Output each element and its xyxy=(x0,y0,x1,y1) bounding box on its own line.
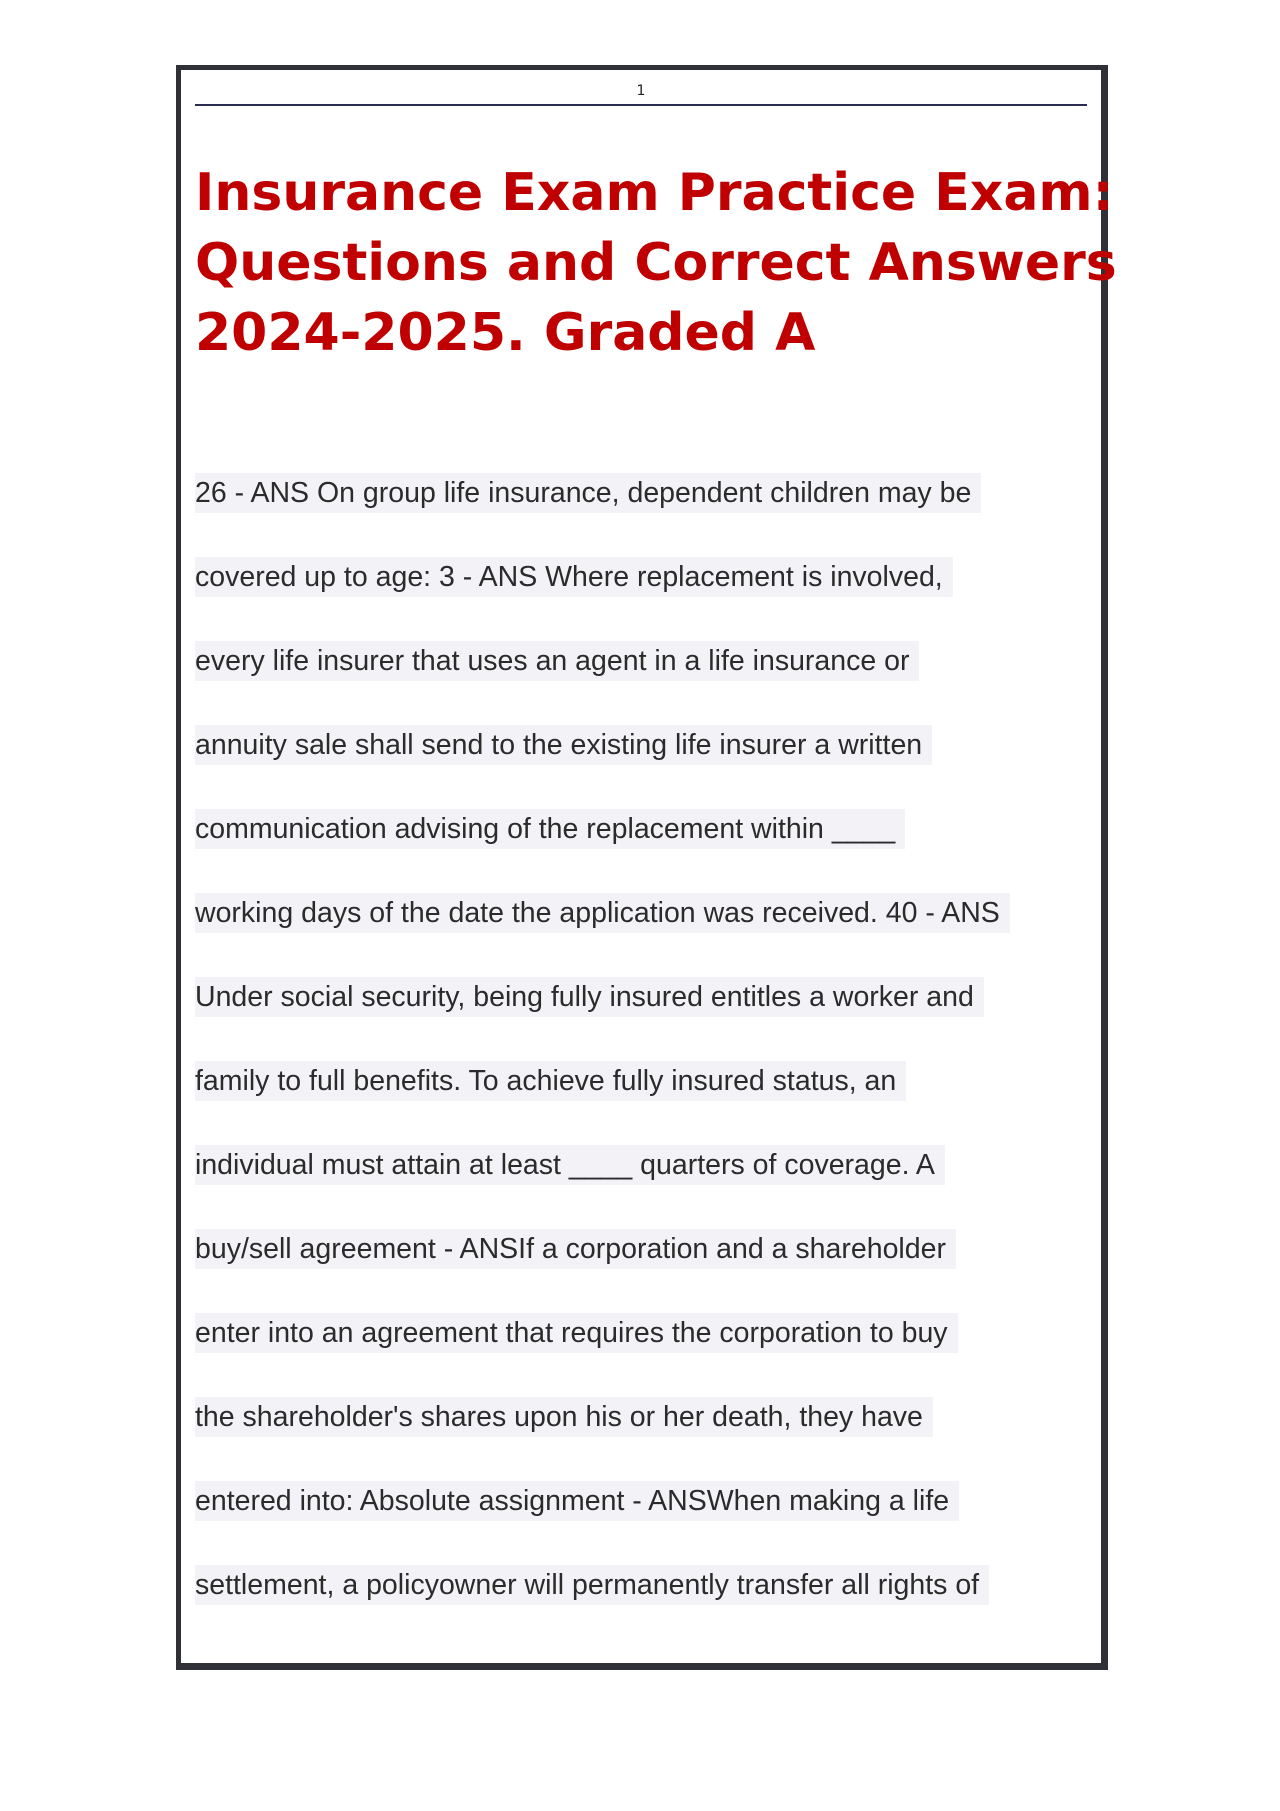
body-line: buy/sell agreement - ANSIf a corporation and a shareholder xyxy=(195,1229,956,1269)
body-line: enter into an agreement that requires the corporation to buy xyxy=(195,1313,958,1353)
document-page xyxy=(176,65,1117,1670)
body-line: 26 - ANS On group life insurance, dependent children may be xyxy=(195,473,981,513)
body-line: covered up to age: 3 - ANS Where replacement is involved, xyxy=(195,557,953,597)
body-line: working days of the date the application was received. 40 - ANS xyxy=(195,893,1010,933)
body-line: every life insurer that uses an agent in a life insurance or xyxy=(195,641,919,681)
page-number: 1 xyxy=(636,83,646,99)
body-line: settlement, a policyowner will permanently transfer all rights of xyxy=(195,1565,989,1605)
header-rule xyxy=(195,104,1087,106)
body-line: family to full benefits. To achieve fully insured status, an xyxy=(195,1061,906,1101)
body-line: individual must attain at least ____ quarters of coverage. A xyxy=(195,1145,945,1185)
body-line: communication advising of the replacement within ____ xyxy=(195,809,905,849)
document-title xyxy=(195,158,1117,368)
body-line: Under social security, being fully insured entitles a worker and xyxy=(195,977,984,1017)
body-line: annuity sale shall send to the existing life insurer a written xyxy=(195,725,932,765)
title-line: Questions and Correct Answers xyxy=(195,233,1117,293)
title-line: 2024-2025. Graded A xyxy=(195,303,816,363)
title-line: Insurance Exam Practice Exam: xyxy=(195,163,1114,223)
body-line: entered into: Absolute assignment - ANSWhen making a life xyxy=(195,1481,959,1521)
body-line: the shareholder's shares upon his or her death, they have xyxy=(195,1397,933,1437)
